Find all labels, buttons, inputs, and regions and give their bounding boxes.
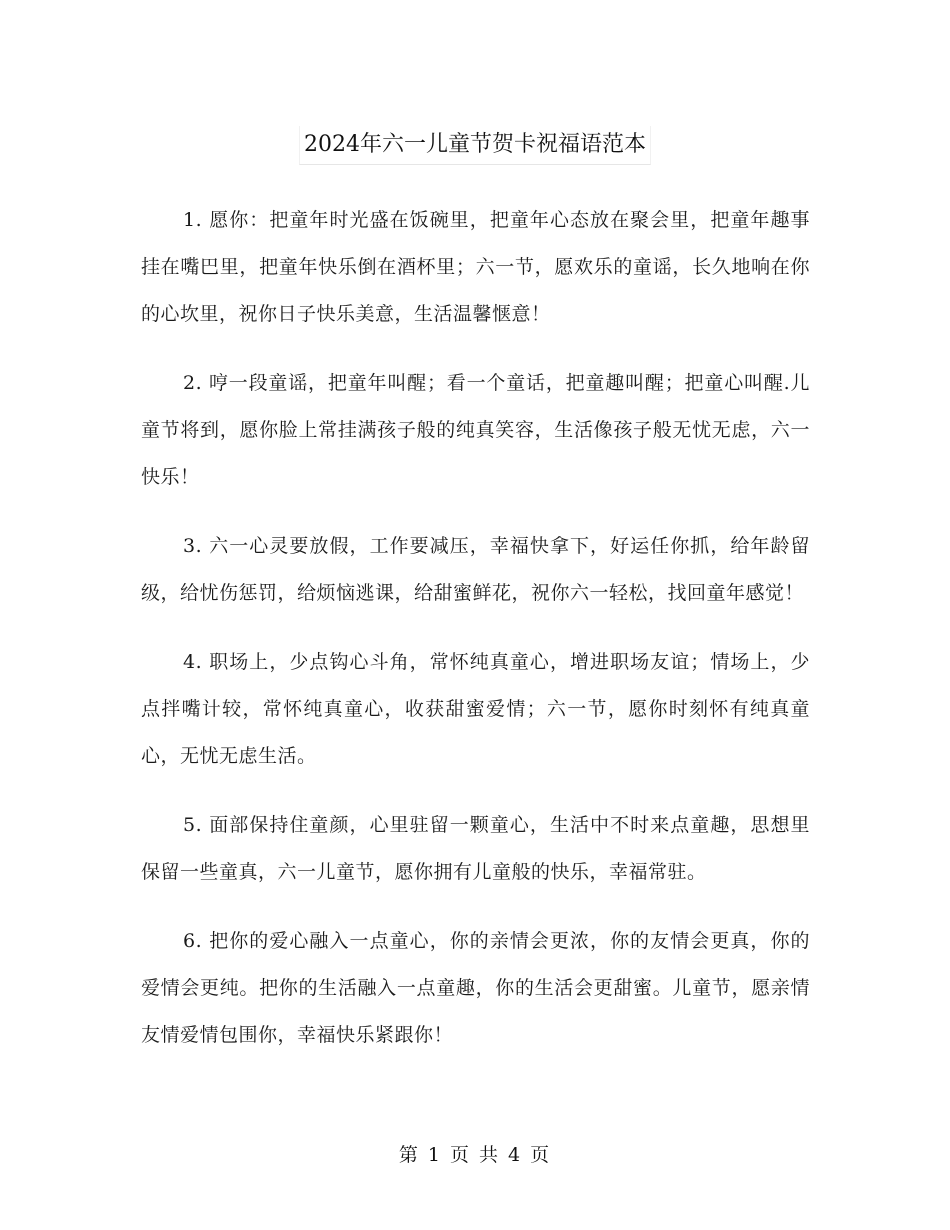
- paragraph-4: 4. 职场上，少点钩心斗角，常怀纯真童心，增进职场友谊；情场上，少点拌嘴计较，常怀纯真童心，收获甜蜜爱情；六一节，愿你时刻怀有纯真童心，无忧无虑生活。: [141, 651, 810, 767]
- paragraph-2: 2. 哼一段童谣，把童年叫醒；看一个童话，把童趣叫醒；把童心叫醒.儿童节将到，愿你脸上常挂满孩子般的纯真笑容，生活像孩子般无忧无虑，六一快乐！: [141, 372, 810, 488]
- paragraph-1: 1. 愿你：把童年时光盛在饭碗里，把童年心态放在聚会里，把童年趣事挂在嘴巴里，把童年快乐倒在酒杯里；六一节，愿欢乐的童谣，长久地响在你的心坎里，祝你日子快乐美意，生活温馨惬意！: [141, 209, 810, 325]
- page-number-footer: 第 1 页 共 4 页: [398, 1144, 552, 1166]
- document-title: 2024年六一儿童节贺卡祝福语范本: [299, 126, 651, 165]
- paragraph-3: 3. 六一心灵要放假，工作要减压，幸福快拿下，好运任你抓，给年龄留级，给忧伤惩罚，给烦恼逃课，给甜蜜鲜花，祝你六一轻松，找回童年感觉！: [141, 535, 810, 604]
- paragraph-6: 6. 把你的爱心融入一点童心，你的亲情会更浓，你的友情会更真，你的爱情会更纯。把你的生活融入一点童趣，你的生活会更甜蜜。儿童节，愿亲情友情爱情包围你，幸福快乐紧跟你！: [141, 930, 810, 1046]
- paragraph-5: 5. 面部保持住童颜，心里驻留一颗童心，生活中不时来点童趣，思想里保留一些童真，六一儿童节，愿你拥有儿童般的快乐，幸福常驻。: [141, 814, 810, 883]
- document-body: [141, 197, 810, 1081]
- title-container: [0, 126, 950, 165]
